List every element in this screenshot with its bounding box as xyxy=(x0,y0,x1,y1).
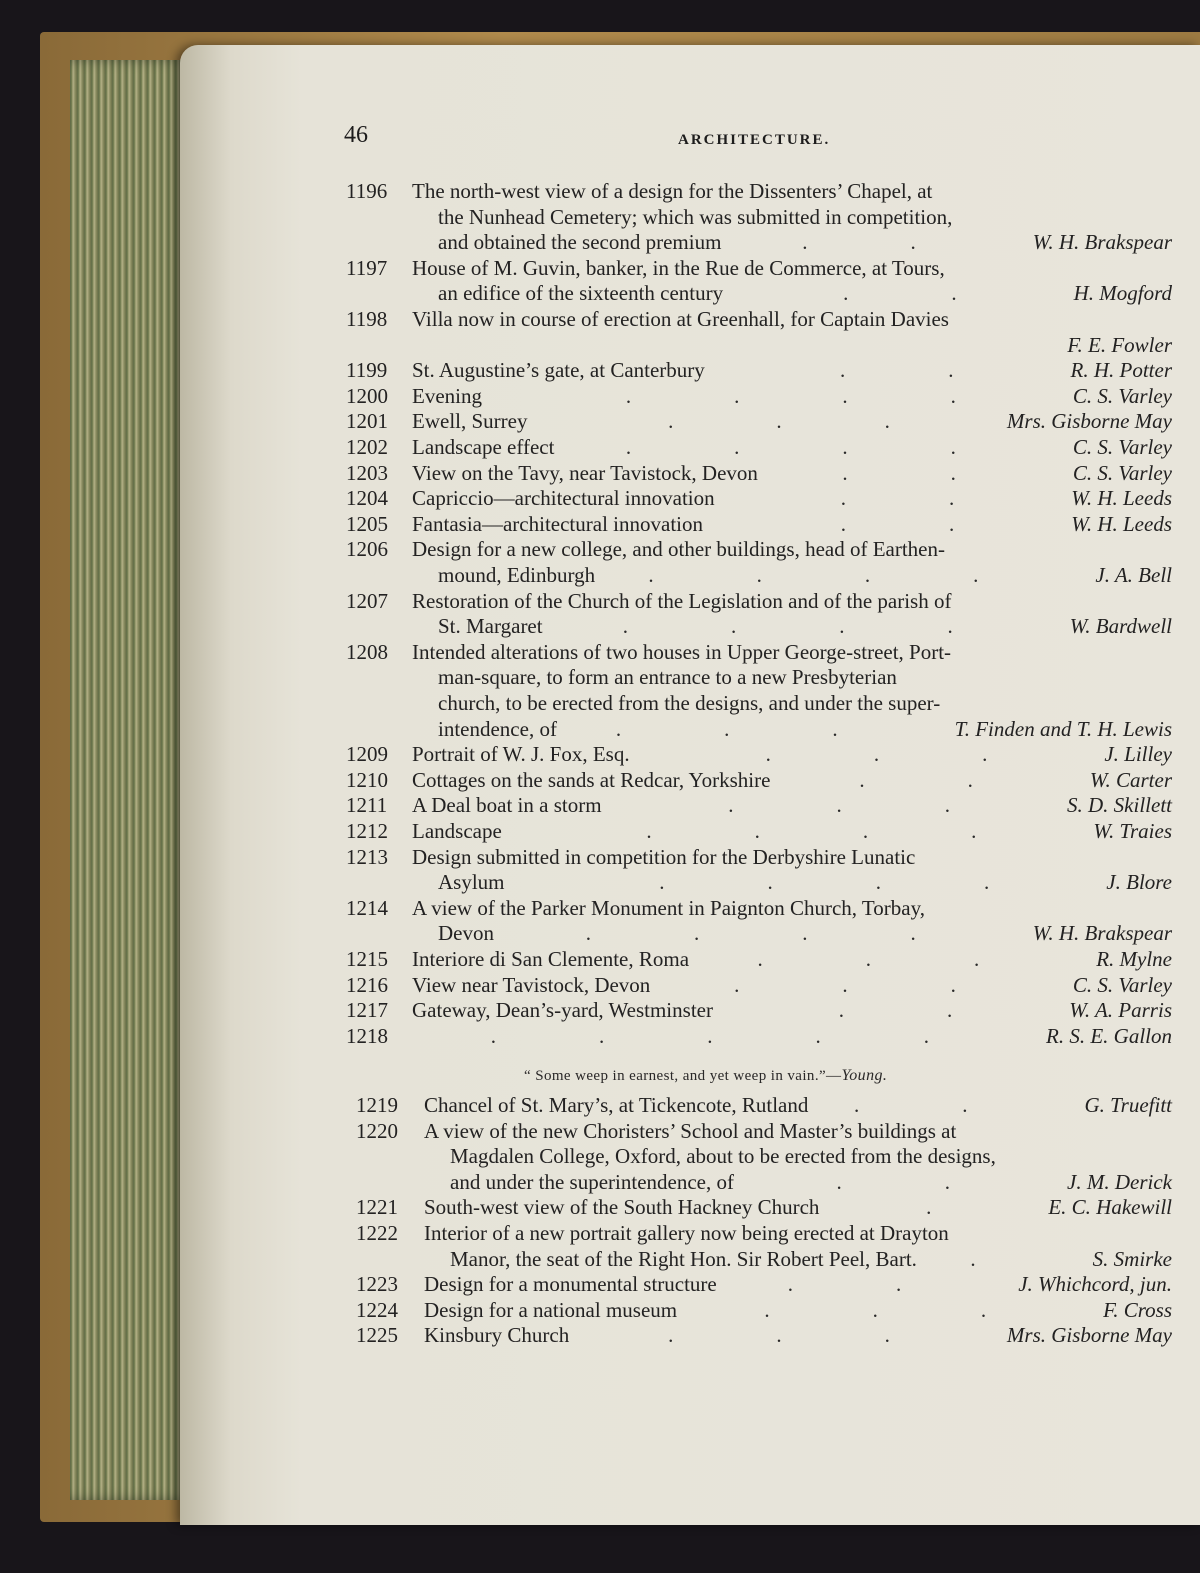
entry-title: Fantasia—architectural innovation xyxy=(412,511,703,536)
entry-artist: C. S. Varley xyxy=(1072,460,1172,485)
epigraph xyxy=(524,1064,887,1088)
entry-number: 1221 xyxy=(356,1195,398,1220)
leader-dots: . . xyxy=(840,511,1058,536)
epigraph-text: “ Some weep in earnest, and yet weep in vain.”— xyxy=(524,1068,842,1084)
entry-line xyxy=(356,1092,1172,1118)
entry-line xyxy=(356,1297,1172,1323)
entry-line xyxy=(356,1246,1172,1272)
entry-title: St. Margaret xyxy=(438,614,543,639)
entry-title: A Deal boat in a storm xyxy=(412,793,602,818)
entry-line xyxy=(356,1169,1172,1195)
entry-line xyxy=(346,690,1172,716)
entry-artist: S. D. Skillett xyxy=(1067,793,1172,818)
page-number: 46 xyxy=(344,122,368,148)
entry-number: 1220 xyxy=(356,1118,398,1143)
entry-artist: T. Finden and T. H. Lewis xyxy=(954,716,1172,741)
entry-title: A view of the Parker Monument in Paignton Church, Torbay, xyxy=(412,895,925,920)
entry-title: Design for a national museum xyxy=(424,1297,678,1322)
entry-title: Kinsbury Church xyxy=(424,1323,570,1348)
entry-line xyxy=(346,485,1172,511)
leader-dots: . . . . xyxy=(659,870,1093,895)
entry-title: Design submitted in competition for the Derbyshire Lunatic xyxy=(412,844,916,869)
entry-line xyxy=(346,536,1172,562)
entry-number: 1225 xyxy=(356,1323,398,1348)
entry-artist: W. A. Parris xyxy=(1069,998,1172,1023)
entry-line xyxy=(346,946,1172,972)
leader-dots: . . . xyxy=(764,1297,1090,1322)
section-title: ARCHITECTURE. xyxy=(678,132,831,148)
entry-line xyxy=(346,792,1172,818)
entry-number: 1218 xyxy=(346,1023,388,1048)
entry-title: View near Tavistock, Devon xyxy=(412,972,651,997)
leader-dots: . . xyxy=(836,1169,1054,1194)
epigraph-author: Young. xyxy=(841,1067,888,1084)
entry-number: 1210 xyxy=(346,767,388,792)
leader-dots: . . xyxy=(853,1093,1071,1117)
entry-line xyxy=(356,1220,1172,1246)
entry-title: mound, Edinburgh xyxy=(438,563,596,587)
entry-artist: G. Truefitt xyxy=(1084,1093,1172,1117)
entry-artist: W. H. Brakspear xyxy=(1032,230,1172,255)
entry-title: South-west view of the South Hackney Church xyxy=(424,1195,820,1220)
entry-number: 1215 xyxy=(346,947,388,971)
leader-dots: . . . xyxy=(728,793,1054,818)
entry-line xyxy=(346,408,1172,434)
entry-number: 1214 xyxy=(346,895,388,920)
leader-dots: . . . xyxy=(615,716,941,741)
entry-line xyxy=(346,818,1172,844)
leader-dots: . . xyxy=(838,998,1056,1023)
entry-line xyxy=(346,639,1172,665)
entry-artist: F. E. Fowler xyxy=(1067,332,1172,357)
entry-artist: J. Blore xyxy=(1106,870,1172,895)
entry-title: Asylum xyxy=(438,870,505,895)
entry-line xyxy=(346,767,1172,793)
entry-artist: R. H. Potter xyxy=(1070,358,1172,383)
entry-artist: W. Bardwell xyxy=(1069,614,1172,639)
entry-line xyxy=(356,1271,1172,1297)
entry-title: man-square, to form an entrance to a new Presbyterian xyxy=(438,665,897,690)
entry-artist: F. Cross xyxy=(1103,1297,1172,1322)
entry-number: 1199 xyxy=(346,358,388,383)
entry-title: Manor, the seat of the Right Hon. Sir Robert Peel, Bart. xyxy=(450,1246,917,1271)
entry-line xyxy=(346,332,1172,358)
entry-title: View on the Tavy, near Tavistock, Devon xyxy=(412,460,758,485)
leader-dots: . . xyxy=(842,460,1059,485)
entry-number: 1216 xyxy=(346,972,388,997)
leader-dots: . . xyxy=(802,230,1019,255)
entry-number: 1206 xyxy=(346,537,388,562)
entry-line xyxy=(356,1118,1172,1144)
leader-dots: . xyxy=(926,1195,1035,1220)
entry-number: 1203 xyxy=(346,460,388,485)
entry-title: Capriccio—architectural innovation xyxy=(412,486,715,511)
entry-number: 1213 xyxy=(346,844,388,869)
entry-title: Ewell, Surrey xyxy=(412,409,528,434)
entry-number: 1211 xyxy=(346,793,388,818)
entry-artist: R. Mylne xyxy=(1096,947,1172,971)
entry-title: The north-west view of a design for the Dissenters’ Chapel, at xyxy=(412,179,933,203)
entry-title: Evening xyxy=(412,383,482,408)
entry-artist: E. C. Hakewill xyxy=(1048,1195,1172,1220)
entry-title: Cottages on the sands at Redcar, Yorkshire xyxy=(412,767,771,792)
entry-line xyxy=(346,306,1172,332)
entry-artist: W. Carter xyxy=(1089,767,1172,792)
leader-dots: . . xyxy=(840,486,1058,511)
entry-artist: C. S. Varley xyxy=(1072,383,1172,408)
leader-dots: . . . xyxy=(668,1323,993,1348)
entry-line xyxy=(346,664,1172,690)
entry-number: 1196 xyxy=(346,179,388,203)
entry-artist: J. Lilley xyxy=(1104,742,1172,767)
entry-title: A view of the new Choristers’ School and Master’s buildings at xyxy=(424,1118,957,1143)
entry-line xyxy=(346,844,1172,870)
leader-dots: . . xyxy=(787,1272,1005,1297)
entry-number: 1205 xyxy=(346,511,388,536)
leader-dots: . . . xyxy=(757,947,1083,971)
entry-artist: W. H. Leeds xyxy=(1071,486,1172,511)
entry-line xyxy=(346,1023,1172,1049)
entry-line xyxy=(346,741,1172,767)
entry-artist: Mrs. Gisborne May xyxy=(1006,409,1172,434)
entry-title: Intended alterations of two houses in Upper George-street, Port- xyxy=(412,639,952,664)
entry-artist: W. Traies xyxy=(1093,819,1172,843)
entry-title: Gateway, Dean’s-yard, Westminster xyxy=(412,998,713,1023)
entry-line xyxy=(346,280,1172,306)
entry-line xyxy=(346,511,1172,537)
entry-artist: W. H. Leeds xyxy=(1071,511,1172,536)
entry-number: 1198 xyxy=(346,307,388,331)
entry-number: 1200 xyxy=(346,383,388,408)
leader-dots: . . . . xyxy=(625,383,1059,408)
entry-line xyxy=(346,434,1172,460)
entry-artist: C. S. Varley xyxy=(1072,435,1172,459)
entry-artist: C. S. Varley xyxy=(1072,972,1172,997)
entry-line xyxy=(356,1143,1172,1169)
leader-dots: . . . . xyxy=(585,921,1019,946)
entry-line xyxy=(346,255,1172,281)
leader-dots: . . xyxy=(840,358,1057,383)
entry-number: 1224 xyxy=(356,1297,398,1322)
entry-line xyxy=(346,972,1172,998)
entry-number: 1202 xyxy=(346,435,388,459)
entry-title: Interior of a new portrait gallery now being erected at Drayton xyxy=(424,1221,949,1245)
entry-title: Restoration of the Church of the Legislation and of the parish of xyxy=(412,588,952,613)
entry-line xyxy=(346,562,1172,588)
entry-artist: J. A. Bell xyxy=(1095,563,1172,587)
entry-title: Portrait of W. J. Fox, Esq. xyxy=(412,742,630,767)
entry-title: Landscape effect xyxy=(412,435,555,459)
entry-line xyxy=(356,1322,1172,1348)
entry-line xyxy=(346,997,1172,1023)
leader-dots: . . . . xyxy=(622,614,1056,639)
leader-dots: . . . . xyxy=(625,435,1059,459)
leader-dots: . . . . xyxy=(646,819,1080,843)
entry-title: St. Augustine’s gate, at Canterbury xyxy=(412,358,705,383)
entry-number: 1201 xyxy=(346,409,388,434)
entry-number: 1197 xyxy=(346,255,388,280)
entry-line xyxy=(346,178,1172,204)
entry-title: Magdalen College, Oxford, about to be erected from the designs, xyxy=(450,1144,996,1169)
entry-title: Design for a monumental structure xyxy=(424,1272,717,1297)
entry-number: 1208 xyxy=(346,639,388,664)
entry-line xyxy=(346,920,1172,946)
entry-line xyxy=(346,716,1172,742)
entry-title: church, to be erected from the designs, and under the super- xyxy=(438,691,941,715)
entry-title: and obtained the second premium xyxy=(438,230,722,255)
entry-line xyxy=(346,613,1172,639)
entry-title: House of M. Guvin, banker, in the Rue de Commerce, at Tours, xyxy=(412,255,945,280)
entry-artist: Mrs. Gisborne May xyxy=(1006,1323,1172,1348)
entry-line xyxy=(346,204,1172,230)
entry-artist: S. Smirke xyxy=(1092,1246,1172,1271)
leader-dots: . . . xyxy=(668,409,993,434)
entry-title: Design for a new college, and other buildings, head of Earthen- xyxy=(412,537,945,562)
entry-title: and under the superintendence, of xyxy=(450,1169,734,1194)
entry-artist: J. M. Derick xyxy=(1067,1169,1172,1194)
entry-title: Landscape xyxy=(412,819,502,843)
entry-title: Chancel of St. Mary’s, at Tickencote, Rutland xyxy=(424,1093,809,1117)
entry-artist: J. Whichcord, jun. xyxy=(1018,1272,1172,1297)
entry-line xyxy=(346,895,1172,921)
entry-line xyxy=(346,460,1172,486)
leader-dots: . xyxy=(970,1246,1079,1271)
entry-artist: H. Mogford xyxy=(1073,281,1172,306)
entry-title: intendence, of xyxy=(438,716,557,741)
entry-line xyxy=(346,357,1172,383)
leader-dots: . . . xyxy=(765,742,1091,767)
leader-dots: . . . . xyxy=(648,563,1082,587)
leader-dots: . . . xyxy=(734,972,1059,997)
entry-number: 1222 xyxy=(356,1221,398,1245)
entry-number: 1217 xyxy=(346,998,388,1023)
leader-dots: . . xyxy=(843,281,1060,306)
entry-number: 1207 xyxy=(346,588,388,613)
entry-artist: R. S. E. Gallon xyxy=(1046,1023,1172,1048)
entry-title: an edifice of the sixteenth century xyxy=(438,281,724,306)
entry-line xyxy=(356,1194,1172,1220)
leader-dots: . . . . . xyxy=(490,1023,1032,1048)
entry-line xyxy=(346,588,1172,614)
entry-line xyxy=(346,383,1172,409)
entry-number: 1212 xyxy=(346,819,388,843)
entry-title: the Nunhead Cemetery; which was submitted in competition, xyxy=(438,204,953,229)
entry-line xyxy=(346,229,1172,255)
leader-dots: . . xyxy=(859,767,1076,792)
entry-number: 1223 xyxy=(356,1272,398,1297)
entry-title: Villa now in course of erection at Greenhall, for Captain Davies xyxy=(412,307,949,331)
entry-title: Interiore di San Clemente, Roma xyxy=(412,947,690,971)
entry-number: 1219 xyxy=(356,1093,398,1117)
entry-title: Devon xyxy=(438,921,494,946)
entry-number: 1204 xyxy=(346,486,388,511)
entry-line xyxy=(346,869,1172,895)
entry-artist: W. H. Brakspear xyxy=(1032,921,1172,946)
entry-number: 1209 xyxy=(346,742,388,767)
